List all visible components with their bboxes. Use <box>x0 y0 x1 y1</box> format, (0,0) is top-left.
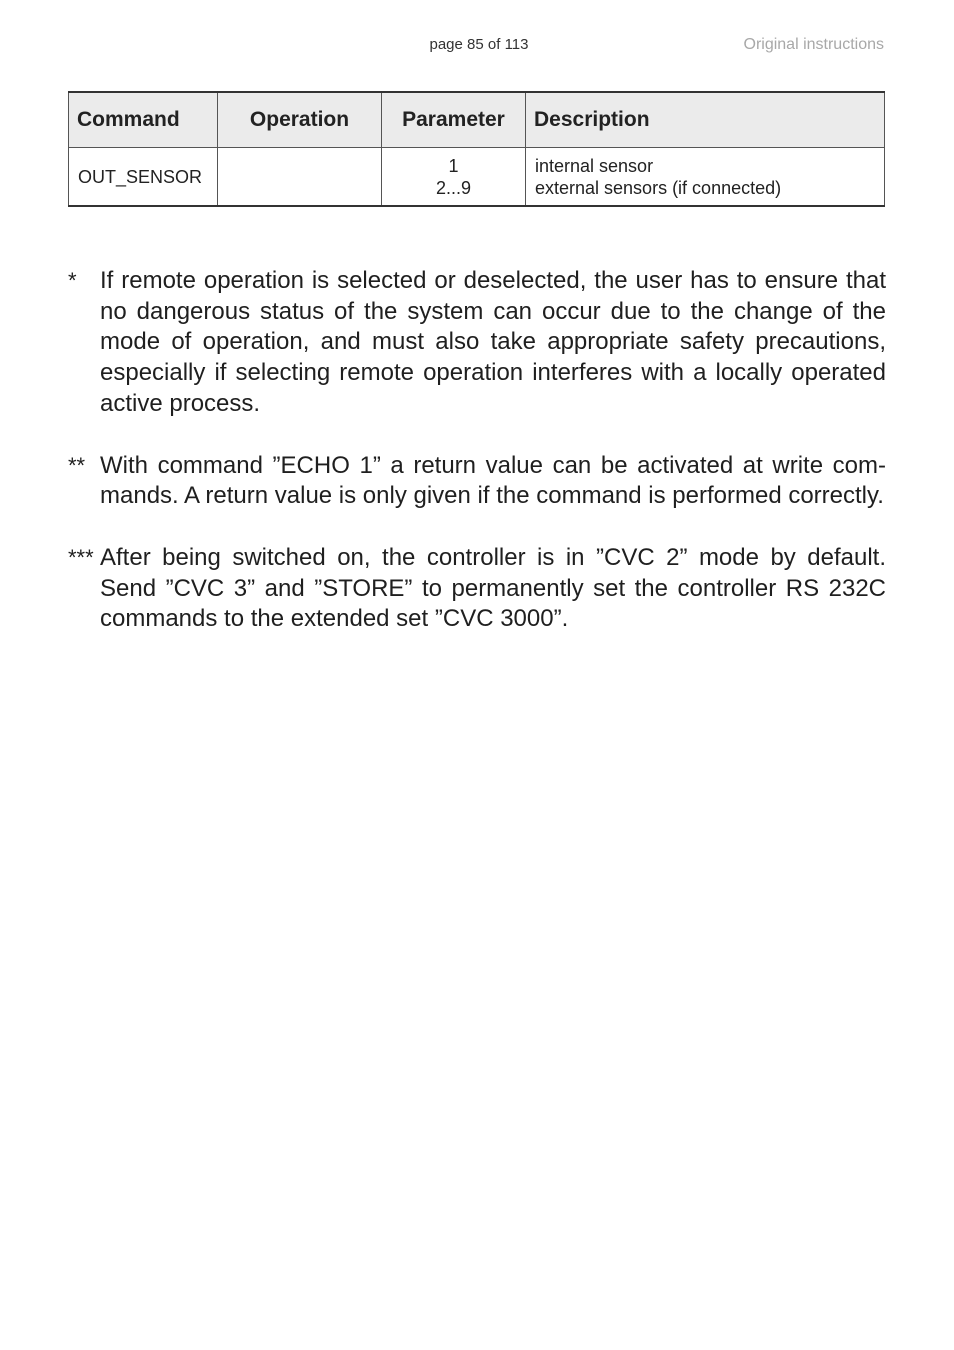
footnote <box>68 543 886 635</box>
parameter-value: 1 <box>448 155 459 176</box>
description-line: internal sensor <box>535 155 654 176</box>
page-number: page 85 of 113 <box>429 36 529 53</box>
footnote-text: If remote operation is selected or deselected, the user has to ensure that no dangerous status of the system can occur due to the change of the mode of operation, and must also take appropriate safety precautions, especially if selecting remote operation interferes with a locally operated active process. <box>100 267 886 417</box>
footnote <box>68 451 886 512</box>
cell-parameter <box>382 148 526 207</box>
footnote-marker: * <box>68 268 77 293</box>
footnote-marker: ** <box>68 452 86 478</box>
cell-command: OUT_SENSOR <box>69 148 218 207</box>
column-header-command: Command <box>69 92 218 148</box>
command-table <box>68 91 885 207</box>
cell-operation <box>218 148 382 207</box>
column-header-operation: Operation <box>218 92 382 148</box>
table-row <box>69 148 885 207</box>
cell-description <box>526 148 885 207</box>
running-header: Original instructions <box>743 36 884 53</box>
footnotes <box>68 266 886 666</box>
column-header-parameter: Parameter <box>382 92 526 148</box>
footnote-text: With command ”ECHO 1” a return value can be activated at write commands. A return value is only given if the command is performed correctly. <box>100 451 886 510</box>
table-header-row <box>69 92 885 148</box>
footnote-marker: *** <box>68 544 94 570</box>
description-line: external sensors (if connected) <box>535 177 782 198</box>
parameter-value: 2...9 <box>435 177 472 198</box>
footnote-text: After being switched on, the controller is in ”CVC 2” mode by default. Send ”CVC 3” and ”STORE” to permanently set the controller RS 232C commands to the extended set ”CVC 3000”. <box>100 543 886 633</box>
footnote <box>68 266 886 420</box>
column-header-description: Description <box>526 92 885 148</box>
